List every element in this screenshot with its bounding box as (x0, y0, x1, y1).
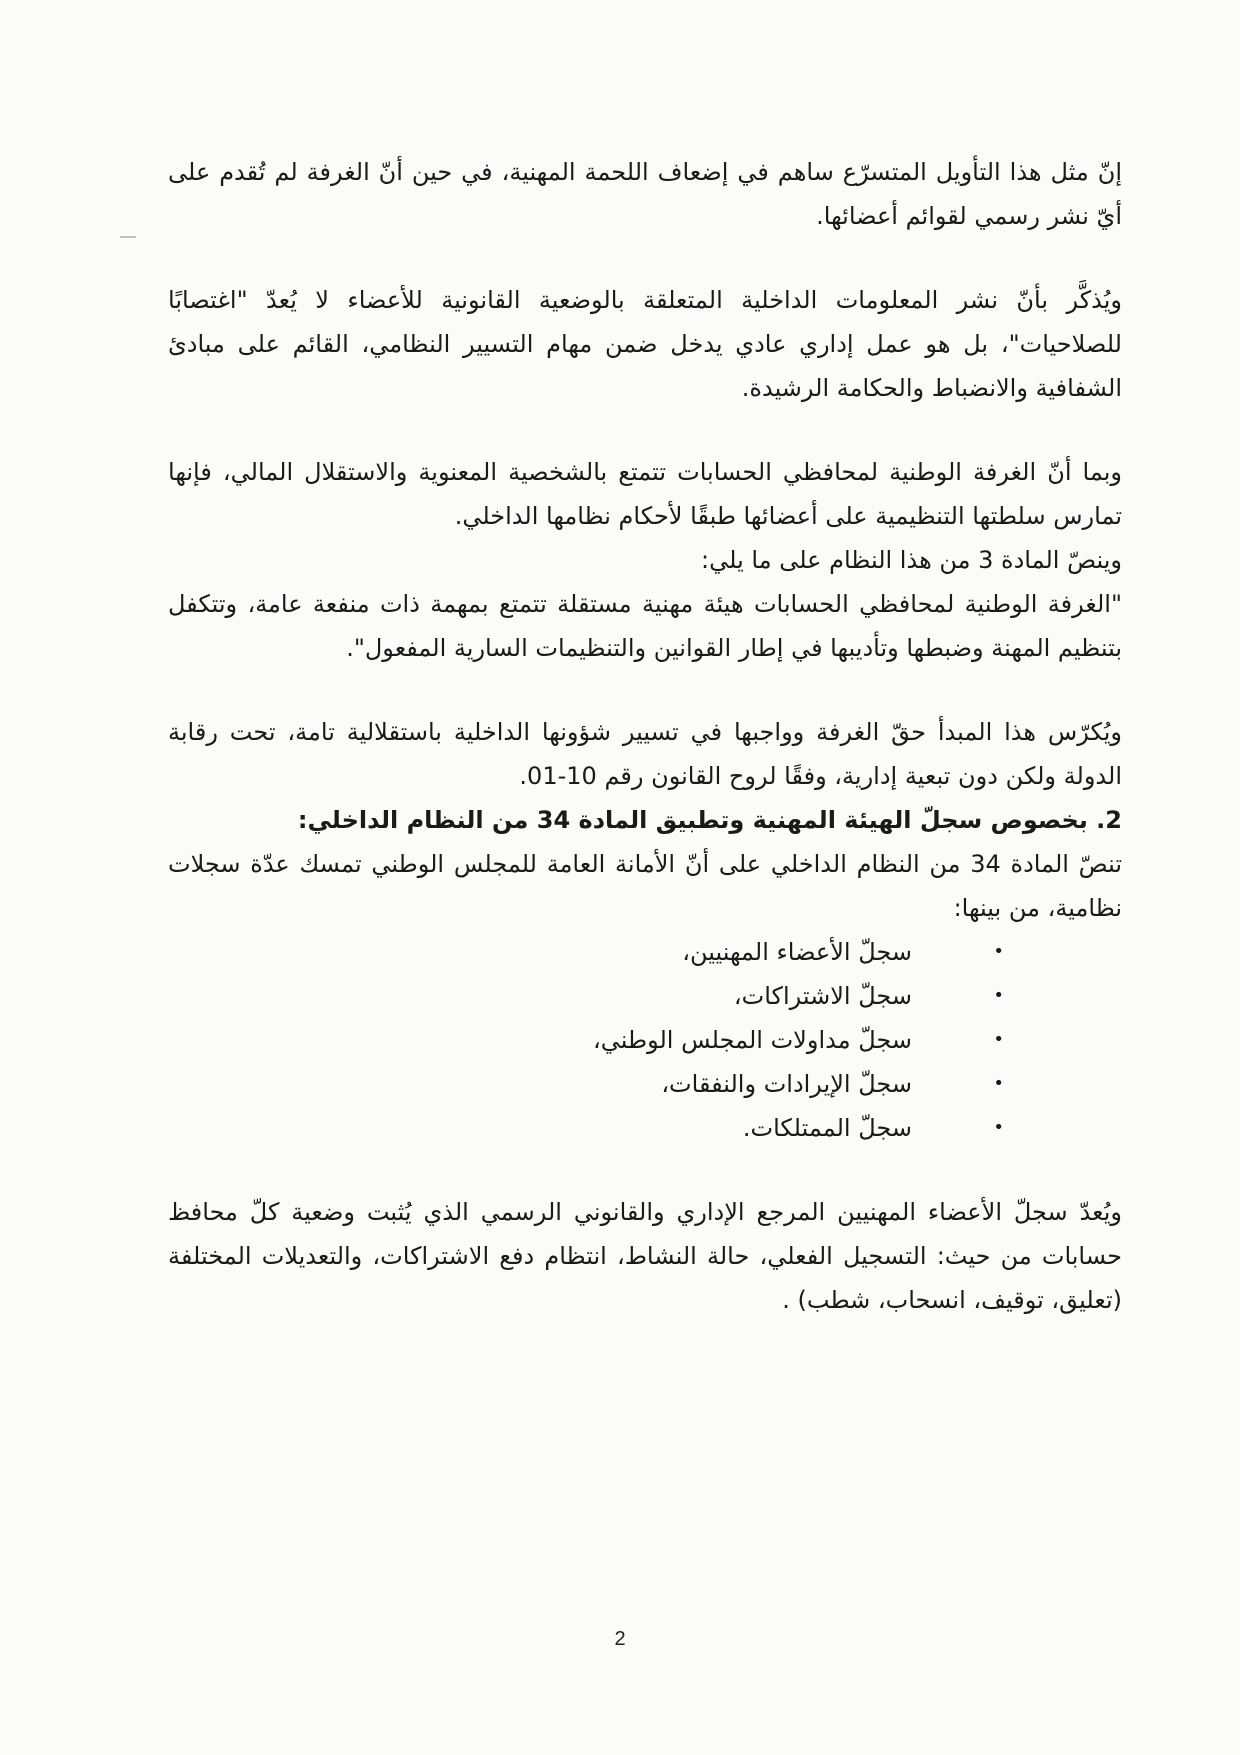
paragraph-principle: ويُكرّس هذا المبدأ حقّ الغرفة وواجبها في تسيير شؤونها الداخلية باستقلالية تامة، تحت رقابة الدولة ولكن دون تبعية إدارية، وفقًا لروح القانون رقم 10-01. (168, 718, 1122, 790)
registers-list (168, 930, 1122, 1150)
list-item: • سجلّ الإيرادات والنفقات، (168, 1062, 1122, 1106)
section-heading: 2. بخصوص سجلّ الهيئة المهنية وتطبيق المادة 34 من النظام الداخلي: (297, 806, 1122, 834)
list-item: • سجلّ الأعضاء المهنيين، (168, 930, 1122, 974)
document-body (168, 150, 1122, 1322)
paragraph-publication: ويُذكَّر بأنّ نشر المعلومات الداخلية المتعلقة بالوضعية القانونية للأعضاء لا يُعدّ "اغتصابًا للصلاحيات"، بل هو عمل إداري عادي يدخل ضمن مهام التسيير النظامي، القائم على مبادئ الشفافية والانضباط والحكامة الرشيدة. (168, 286, 1122, 402)
scan-artifact (120, 236, 136, 238)
list-item: • سجلّ مداولات المجلس الوطني، (168, 1018, 1122, 1062)
paragraph-article-3-quote: "الغرفة الوطنية لمحافظي الحسابات هيئة مهنية مستقلة تتمتع بمهمة ذات منفعة عامة، وتتكفل بتنظيم المهنة وضبطها وتأديبها في إطار القوانين والتنظيمات السارية المفعول". (168, 590, 1122, 662)
paragraph-legal-personality: وبما أنّ الغرفة الوطنية لمحافظي الحسابات تتمتع بالشخصية المعنوية والاستقلال المالي، فإنها تمارس سلطتها التنظيمية على أعضائها طبقًا لأحكام نظامها الداخلي. (168, 458, 1122, 530)
paragraph-article-3-intro: وينصّ المادة 3 من هذا النظام على ما يلي: (701, 546, 1122, 574)
paragraph-article-34-intro: تنصّ المادة 34 من النظام الداخلي على أنّ الأمانة العامة للمجلس الوطني تمسك عدّة سجلات نظامية، من بينها: (168, 850, 1122, 922)
paragraph-interpretation: إنّ مثل هذا التأويل المتسرّع ساهم في إضعاف اللحمة المهنية، في حين أنّ الغرفة لم تُقدم على أيّ نشر رسمي لقوائم أعضائها. (168, 158, 1122, 230)
paragraph-register-definition: ويُعدّ سجلّ الأعضاء المهنيين المرجع الإداري والقانوني الرسمي الذي يُثبت وضعية كلّ محافظ حسابات من حيث: التسجيل الفعلي، حالة النشاط، انتظام دفع الاشتراكات، والتعديلات المختلفة (تعليق، توقيف، انسحاب، شطب) . (168, 1198, 1122, 1314)
list-item: • سجلّ الاشتراكات، (168, 974, 1122, 1018)
list-item: • سجلّ الممتلكات. (168, 1106, 1122, 1150)
page-number: 2 (614, 1628, 626, 1650)
